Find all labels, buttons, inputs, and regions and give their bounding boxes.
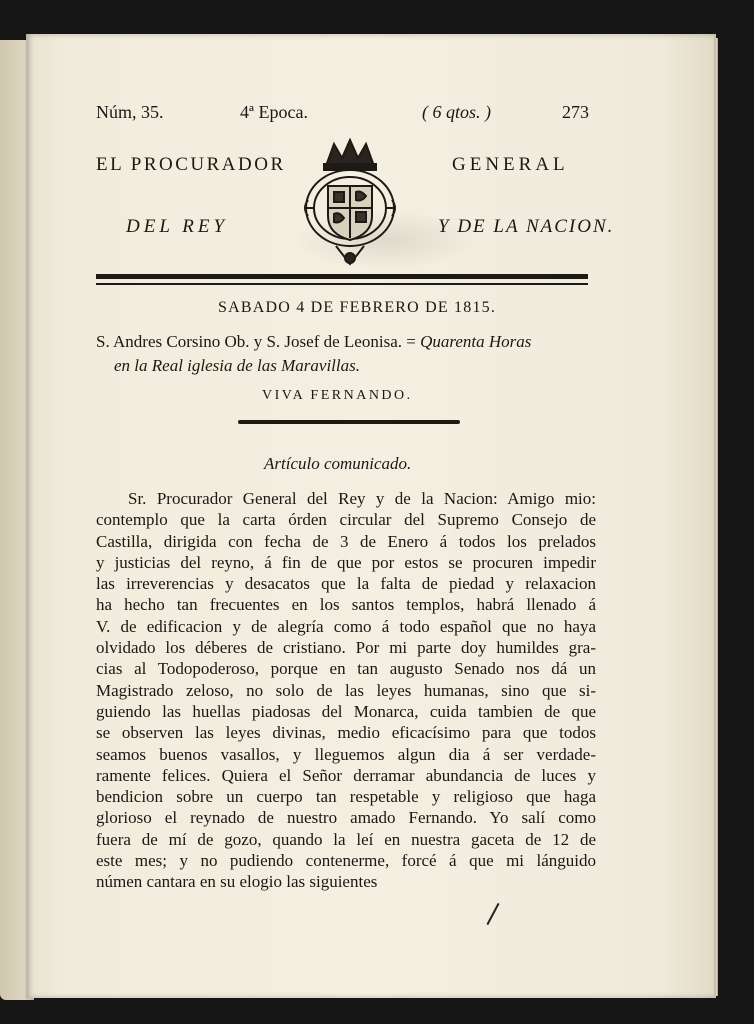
- saints-line-2: en la Real iglesia de las Maravillas.: [114, 356, 360, 375]
- article-line: ramente felices. Quiera el Señor derramar abundancia de luces y: [96, 765, 596, 785]
- masthead-left-bottom: DEL REY: [126, 216, 229, 237]
- article-line: V. de edificacion y de alegría como á todo español que no haya: [96, 616, 596, 636]
- article-line: olvidado los déberes de cristiano. Por mi parte doy humildes gra-: [96, 638, 596, 658]
- article-line: númen cantara en su elogio las siguientes: [96, 872, 378, 892]
- issue-number: Núm, 35.: [96, 102, 164, 122]
- article-line: Castilla, dirigida con fecha de 3 de Enero á todos los prelados: [96, 531, 596, 551]
- article-line: se observen las leyes divinas, medio eficacísimo para que todos: [96, 723, 596, 743]
- pen-mark: [486, 903, 499, 925]
- page-number: 273: [562, 102, 589, 122]
- article-line: bendicion sobre un cuerpo tan respetable y religioso que haga: [96, 787, 596, 807]
- article-line: cias al Todopoderoso, porque en tan augusto Senado nos dá un: [96, 659, 596, 679]
- article-line: Magistrado zeloso, no solo de las leyes humanas, sino que si-: [96, 680, 596, 700]
- masthead-right-bottom: Y DE LA NACION.: [438, 216, 615, 237]
- motto-rule: [238, 420, 460, 424]
- masthead-left-top: EL PROCURADOR: [96, 154, 286, 175]
- saints-line-1-plain: S. Andres Corsino Ob. y S. Josef de Leonisa. =: [96, 332, 421, 351]
- price-label: ( 6 qtos. ): [422, 102, 491, 122]
- article-line: este mes; y no pudiendo contenerme, forcé á que mi lánguido: [96, 851, 596, 871]
- motto: VIVA FERNANDO.: [262, 388, 413, 403]
- saints-line-1-italic: Quarenta Horas: [420, 332, 532, 351]
- saints-line-1: [96, 332, 531, 352]
- article-title: Artículo comunicado.: [264, 454, 412, 473]
- article-line: fuera de mí de gozo, quando la leí en nuestra gaceta de 12 de: [96, 829, 596, 849]
- article-line: glorioso el reynado de nuestro amado Fernando. Yo salí como: [96, 808, 596, 828]
- epoch-label: 4ª Epoca.: [240, 102, 308, 122]
- issue-date: SABADO 4 DE FEBRERO DE 1815.: [218, 299, 497, 316]
- newspaper-page: [26, 34, 714, 998]
- article-body: [96, 488, 596, 893]
- royal-coat-of-arms-icon: [296, 136, 404, 272]
- article-line: seamos buenos vasallos, y lleguemos algun dia á ser verdade-: [96, 744, 596, 764]
- article-line: Sr. Procurador General del Rey y de la Nacion: Amigo mio:: [128, 489, 596, 508]
- article-line: y justicias del reyno, á fin de que por estos se procuren impedir: [96, 552, 596, 572]
- masthead-right-top: GENERAL: [452, 154, 569, 175]
- article-line: contemplo que la carta órden circular del Supremo Consejo de: [96, 510, 596, 530]
- article-line: ha hecho tan frecuentes en los santos templos, habrá llenado á: [96, 595, 596, 615]
- masthead-double-rule: [96, 274, 588, 286]
- article-line: guiendo las huellas piadosas del Monarca, cuida tambien de que: [96, 701, 596, 721]
- article-line: las irreverencias y desacatos que la falta de piedad y relaxacion: [96, 574, 596, 594]
